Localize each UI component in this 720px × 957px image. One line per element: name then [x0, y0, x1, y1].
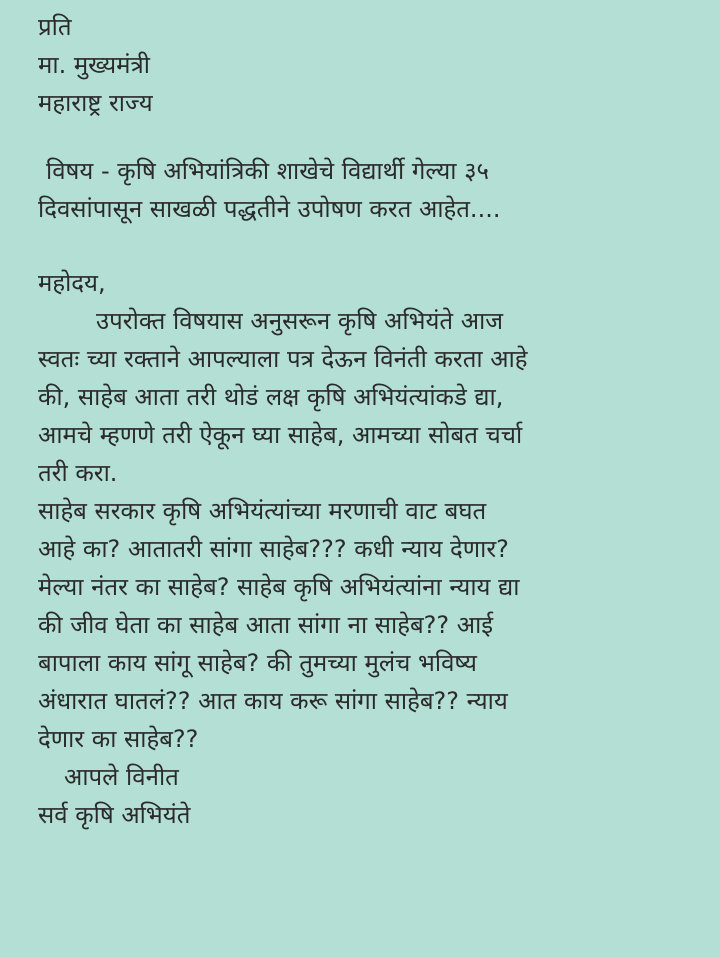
letter-state: महाराष्ट्र राज्य	[38, 89, 153, 117]
subject-line: विषय - कृषि अभियांत्रिकी शाखेचे विद्यार्थी गेल्या ३५	[46, 157, 490, 185]
body-line: देणार का साहेब??	[38, 725, 199, 753]
salutation: महोदय,	[38, 269, 106, 297]
body-line: उपरोक्त विषयास अनुसरून कृषि अभियंते आज	[96, 307, 504, 335]
spacer	[38, 228, 710, 264]
body-line: तरी करा.	[38, 459, 118, 487]
body-line: मेल्या नंतर का साहेब? साहेब कृषि अभियंत्यांना न्याय द्या	[38, 573, 520, 601]
body-line: की, साहेब आता तरी थोडं लक्ष कृषि अभियंत्यांकडे द्या,	[38, 383, 504, 411]
spacer	[38, 122, 710, 152]
subject-line: दिवसांपासून साखळी पद्धतीने उपोषण करत आहेत....	[38, 195, 501, 223]
body-line: बापाला काय सांगू साहेब? की तुमच्या मुलंच भविष्य	[38, 649, 477, 677]
letter-to: प्रति	[38, 13, 72, 41]
body-line: स्वतः च्या रक्ताने आपल्याला पत्र देऊन विनंती करता आहे	[38, 345, 528, 373]
body-line: आहे का? आतातरी सांगा साहेब??? कधी न्याय देणार?	[38, 535, 509, 563]
closing: आपले विनीत	[64, 763, 179, 791]
body-line: की जीव घेता का साहेब आता सांगा ना साहेब?? आई	[38, 611, 494, 639]
letter	[38, 8, 710, 834]
body-line: अंधारात घातलं?? आत काय करू सांगा साहेब?? न्याय	[38, 687, 508, 715]
body-line: आमचे म्हणणे तरी ऐकून घ्या साहेब, आमच्या सोबत चर्चा	[38, 421, 523, 449]
letter-recipient: मा. मुख्यमंत्री	[38, 51, 150, 79]
body-line: साहेब सरकार कृषि अभियंत्यांच्या मरणाची वाट बघत	[38, 497, 487, 525]
signature: सर्व कृषि अभियंते	[38, 801, 191, 829]
